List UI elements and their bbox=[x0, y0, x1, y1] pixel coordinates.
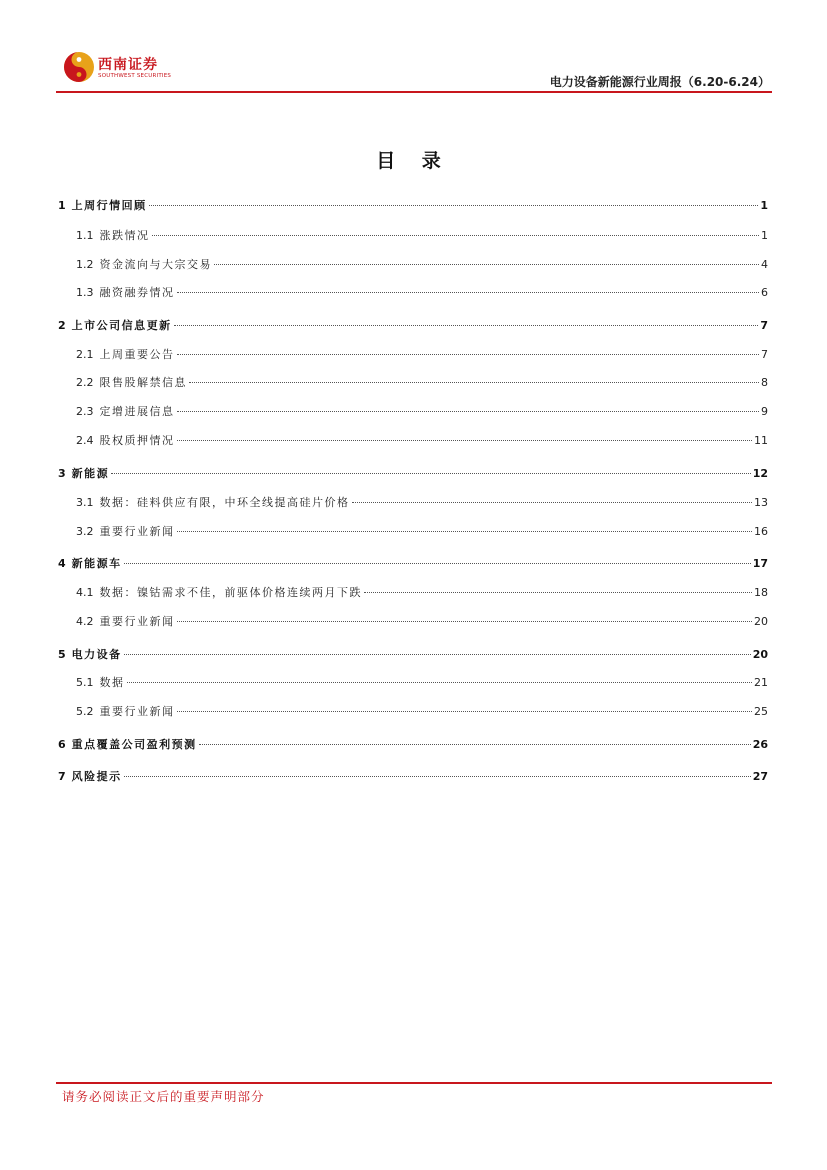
logo-mark-icon bbox=[62, 50, 96, 84]
toc-dot-leader bbox=[352, 502, 753, 503]
report-title: 电力设备新能源行业周报（6.20-6.24） bbox=[549, 75, 770, 89]
toc-entry-label: 定增进展信息 bbox=[99, 405, 175, 418]
toc-dot-leader bbox=[111, 473, 751, 474]
toc-entry-number: 1 bbox=[58, 199, 66, 212]
toc-entry-label: 涨跌情况 bbox=[99, 229, 150, 242]
toc-section-entry[interactable] bbox=[58, 555, 768, 571]
toc-entry-label: 重要行业新闻 bbox=[99, 705, 175, 718]
toc-section-entry[interactable] bbox=[58, 317, 768, 333]
toc-subsection-entry[interactable] bbox=[76, 674, 768, 690]
toc-dot-leader bbox=[152, 235, 760, 236]
footer-divider bbox=[56, 1082, 772, 1084]
toc-entry-number: 2.2 bbox=[76, 376, 94, 389]
toc-subsection-entry[interactable] bbox=[76, 584, 768, 600]
logo-english-name: SOUTHWEST SECURITIES bbox=[98, 73, 172, 79]
toc-entry-page: 6 bbox=[761, 286, 768, 299]
toc-dot-leader bbox=[177, 354, 760, 355]
toc-entry-label: 新能源车 bbox=[71, 557, 122, 570]
toc-entry-label: 限售股解禁信息 bbox=[99, 376, 187, 389]
page-header bbox=[0, 0, 827, 100]
toc-entry-page: 13 bbox=[754, 496, 768, 509]
toc-dot-leader bbox=[174, 325, 759, 326]
logo-chinese-name: 西南证券 bbox=[98, 57, 158, 73]
toc-entry-number: 5.2 bbox=[76, 705, 94, 718]
toc-section-entry[interactable] bbox=[58, 197, 768, 213]
footer-disclaimer: 请务必阅读正文后的重要声明部分 bbox=[62, 1089, 265, 1104]
toc-entry-page: 25 bbox=[754, 705, 768, 718]
toc-dot-leader bbox=[127, 682, 753, 683]
toc-entry-page: 21 bbox=[754, 676, 768, 689]
toc-entry-page: 18 bbox=[754, 586, 768, 599]
toc-entry-label: 上周重要公告 bbox=[99, 348, 175, 361]
toc-dot-leader bbox=[177, 411, 760, 412]
toc-dot-leader bbox=[189, 382, 759, 383]
toc-subsection-entry[interactable] bbox=[76, 494, 768, 510]
toc-entry-label: 风险提示 bbox=[71, 770, 122, 783]
toc-entry-page: 20 bbox=[754, 615, 768, 628]
toc-subsection-entry[interactable] bbox=[76, 256, 768, 272]
toc-subsection-entry[interactable] bbox=[76, 227, 768, 243]
toc-entry-page: 1 bbox=[761, 229, 768, 242]
toc-subsection-entry[interactable] bbox=[76, 703, 768, 719]
toc-entry-number: 2.1 bbox=[76, 348, 94, 361]
toc-entry-number: 1.3 bbox=[76, 286, 94, 299]
toc-dot-leader bbox=[124, 776, 751, 777]
toc-dot-leader bbox=[177, 621, 753, 622]
toc-entry-number: 3.2 bbox=[76, 525, 94, 538]
toc-dot-leader bbox=[364, 592, 752, 593]
toc-entry-page: 16 bbox=[754, 525, 768, 538]
header-divider bbox=[56, 91, 772, 93]
toc-entry-number: 6 bbox=[58, 738, 66, 751]
toc-entry-label: 重要行业新闻 bbox=[99, 615, 175, 628]
toc-entry-number: 2.4 bbox=[76, 434, 94, 447]
toc-entry-label: 数据：硅料供应有限，中环全线提高硅片价格 bbox=[99, 496, 350, 509]
company-logo bbox=[62, 50, 202, 86]
toc-entry-page: 17 bbox=[752, 557, 768, 570]
toc-dot-leader bbox=[124, 654, 751, 655]
toc-entry-number: 3 bbox=[58, 467, 66, 480]
toc-dot-leader bbox=[124, 563, 751, 564]
toc-entry-number: 4.2 bbox=[76, 615, 94, 628]
toc-entry-number: 4.1 bbox=[76, 586, 94, 599]
toc-dot-leader bbox=[177, 440, 753, 441]
toc-subsection-entry[interactable] bbox=[76, 613, 768, 629]
toc-entry-page: 12 bbox=[752, 467, 768, 480]
toc-entry-number: 3.1 bbox=[76, 496, 94, 509]
toc-entry-label: 数据 bbox=[99, 676, 125, 689]
toc-entry-page: 8 bbox=[761, 376, 768, 389]
toc-entry-page: 9 bbox=[761, 405, 768, 418]
toc-entry-label: 新能源 bbox=[71, 467, 110, 480]
toc-entry-page: 20 bbox=[752, 648, 768, 661]
toc-entry-page: 7 bbox=[760, 319, 768, 332]
toc-entry-label: 资金流向与大宗交易 bbox=[99, 258, 212, 271]
toc-entry-page: 7 bbox=[761, 348, 768, 361]
toc-dot-leader bbox=[177, 531, 753, 532]
toc-entry-label: 上周行情回顾 bbox=[71, 199, 147, 212]
toc-entry-number: 1.2 bbox=[76, 258, 94, 271]
toc-section-entry[interactable] bbox=[58, 646, 768, 662]
toc-entry-label: 融资融券情况 bbox=[99, 286, 175, 299]
toc-dot-leader bbox=[177, 292, 760, 293]
toc-entry-page: 27 bbox=[752, 770, 768, 783]
toc-entry-page: 4 bbox=[761, 258, 768, 271]
toc-title: 目 录 bbox=[376, 150, 451, 172]
toc-section-entry[interactable] bbox=[58, 465, 768, 481]
toc-section-entry[interactable] bbox=[58, 768, 768, 784]
toc-entry-label: 股权质押情况 bbox=[99, 434, 175, 447]
toc-subsection-entry[interactable] bbox=[76, 523, 768, 539]
toc-entry-page: 11 bbox=[754, 434, 768, 447]
toc-entry-label: 数据：镍钴需求不佳，前驱体价格连续两月下跌 bbox=[99, 586, 362, 599]
toc-entry-number: 5.1 bbox=[76, 676, 94, 689]
toc-entry-page: 1 bbox=[760, 199, 768, 212]
toc-entry-page: 26 bbox=[752, 738, 768, 751]
toc-entry-label: 重点覆盖公司盈利预测 bbox=[71, 738, 197, 751]
toc-entry-label: 电力设备 bbox=[71, 648, 122, 661]
toc-entry-number: 2 bbox=[58, 319, 66, 332]
toc-dot-leader bbox=[214, 264, 759, 265]
toc-entry-number: 5 bbox=[58, 648, 66, 661]
toc-dot-leader bbox=[177, 711, 753, 712]
toc-entry-number: 7 bbox=[58, 770, 66, 783]
toc-subsection-entry[interactable] bbox=[76, 432, 768, 448]
toc-dot-leader bbox=[149, 205, 759, 206]
toc-section-entry[interactable] bbox=[58, 736, 768, 752]
toc-subsection-entry[interactable] bbox=[76, 284, 768, 300]
toc-entry-number: 4 bbox=[58, 557, 66, 570]
toc-subsection-entry[interactable] bbox=[76, 374, 768, 390]
toc-subsection-entry[interactable] bbox=[76, 346, 768, 362]
toc-subsection-entry[interactable] bbox=[76, 403, 768, 419]
toc-entry-label: 上市公司信息更新 bbox=[71, 319, 172, 332]
toc-dot-leader bbox=[199, 744, 751, 745]
toc-entry-label: 重要行业新闻 bbox=[99, 525, 175, 538]
toc-entry-number: 1.1 bbox=[76, 229, 94, 242]
toc-entry-number: 2.3 bbox=[76, 405, 94, 418]
